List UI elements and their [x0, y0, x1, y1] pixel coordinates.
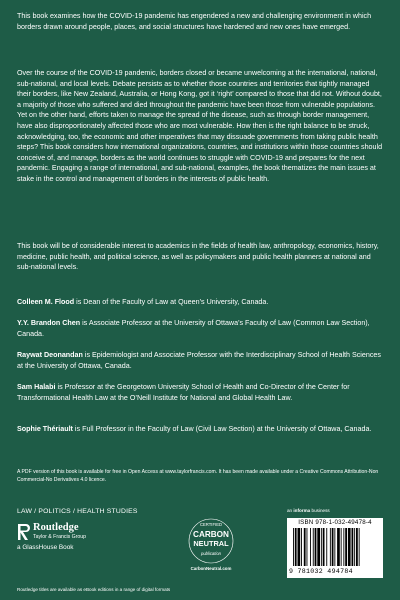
editor-bio — [17, 318, 383, 339]
barcode-bar — [313, 528, 314, 566]
barcode-bar — [326, 528, 327, 566]
barcode-bar — [323, 528, 325, 566]
informa-line: an informa business — [287, 508, 330, 513]
publisher-group: Taylor & Francis Group — [33, 534, 87, 540]
barcode-bar — [348, 528, 351, 566]
barcode-bar — [298, 528, 301, 566]
barcode-bar — [343, 528, 344, 566]
editor-description: is Associate Professor at the University of Ottawa’s Faculty of Law (Common Law Section), Canada. — [17, 319, 370, 338]
barcode-bar — [293, 528, 294, 566]
barcode-bar — [321, 528, 322, 566]
badge-line-3: NEUTRAL — [193, 539, 229, 548]
editor-bio — [17, 297, 383, 308]
editor-description: is Professor at the Georgetown University School of Health and Co-Director of the Center for Transformational Health Law at the O’Neill Institute for National and Global Health Law. — [17, 383, 350, 402]
isbn-box — [287, 518, 383, 578]
badge-line-1: CERTIFIED — [199, 522, 223, 527]
barcode-bar — [310, 528, 311, 566]
badge-line-4: publication — [200, 551, 222, 556]
barcode-bar — [345, 528, 347, 566]
barcode-bar — [354, 528, 355, 566]
isbn-label: ISBN 978-1-032-49478-4 — [298, 519, 372, 526]
editor-description: is Epidemiologist and Associate Professor with the Interdisciplinary School of Health Sciences at the University of Ottawa, Canada. — [17, 351, 381, 370]
subject-categories: LAW / POLITICS / HEALTH STUDIES — [17, 508, 138, 515]
barcode-bar — [315, 528, 317, 566]
barcode-bar — [295, 528, 297, 566]
editor-description: is Full Professor in the Faculty of Law (Civil Law Section) at the University of Ottawa, Canada. — [72, 425, 372, 433]
blurb-intro: This book examines how the COVID-19 pandemic has engendered a new and challenging environment in which borders drawn around people, places, and social structures have hardened and new ones have emerged. — [17, 12, 372, 31]
publisher-name: Routledge — [33, 522, 79, 533]
barcode-bar — [356, 528, 358, 566]
barcode-bar — [307, 528, 308, 566]
barcode-bar — [337, 528, 340, 566]
publisher-logo — [17, 522, 127, 562]
barcode-bar — [332, 528, 334, 566]
barcode-bar — [330, 528, 331, 566]
editor-bio — [17, 424, 383, 435]
barcode-bar — [317, 528, 320, 566]
open-access-note: A PDF version of this book is available for free in Open Access at www.taylorfrancis.com. It has been made available under a Creative Commons Attribution-Non Commercial-No Derivatives 4.0 licence. — [17, 469, 379, 483]
ebook-footnote: Routledge titles are available as eBook editions in a range of digital formats — [17, 587, 171, 592]
routledge-r-icon — [17, 523, 30, 541]
barcode-bar — [301, 528, 302, 566]
barcode-bar — [334, 528, 335, 566]
editor-bio — [17, 382, 383, 403]
editor-description: is Dean of the Faculty of Law at Queen’s University, Canada. — [74, 298, 269, 306]
barcode-bar — [341, 528, 342, 566]
editor-name: Sam Halabi — [17, 383, 56, 391]
editor-bio — [17, 350, 383, 371]
editor-name: Colleen M. Flood — [17, 298, 75, 306]
badge-line-2: CARBON — [193, 530, 229, 539]
editor-name: Raywat Deonandan — [17, 351, 83, 359]
barcode — [291, 528, 379, 568]
blurb-interest: This book will be of considerable interest to academics in the fields of health law, anthropology, economics, history, medicine, public health, and political science, as well as policymakers and public health planners at national and sub-national levels. — [17, 242, 379, 272]
carbon-neutral-site: CarbonNeutral.com — [190, 566, 232, 571]
barcode-bar — [352, 528, 354, 566]
barcode-digits: 9 781032 494784 — [289, 568, 353, 575]
imprint-line: a GlassHouse Book — [17, 544, 74, 551]
blurb-main: Over the course of the COVID-19 pandemic, borders closed or became unwelcoming at the international, national, sub-national, and local levels. Debate persists as to whether those countries and territories that tightly managed their borders, like New Zealand, Australia, or Hong Kong, got it ‘right’ compared to those that did not. Without doubt, a majority of those who suffered and died throughout the pandemic have been those from vulnerable populations. Yet on the other hand, efforts taken to manage the spread of the disease, such as through border management, have also disproportionately affected those who are most vulnerable. How then is the right balance to be struck, acknowledging, too, the economic and other imperatives that may dissuade governments from taking public health steps? This book considers how international organizations, countries, and institutions within those countries should conceive of, and manage, borders as the world continues to struggle with COVID-19 and prepares for the next pandemic. Engaging a range of international, and sub-national, examples, the book thematizes the main issues at stake in the control and management of borders in the interests of public health. — [17, 69, 383, 183]
barcode-bar — [359, 528, 360, 566]
editor-name: Sophie Thériault — [17, 425, 73, 433]
carbon-neutral-badge — [183, 512, 239, 570]
editor-name: Y.Y. Brandon Chen — [17, 319, 81, 327]
barcode-panel — [287, 508, 385, 580]
barcode-bar — [304, 528, 306, 566]
